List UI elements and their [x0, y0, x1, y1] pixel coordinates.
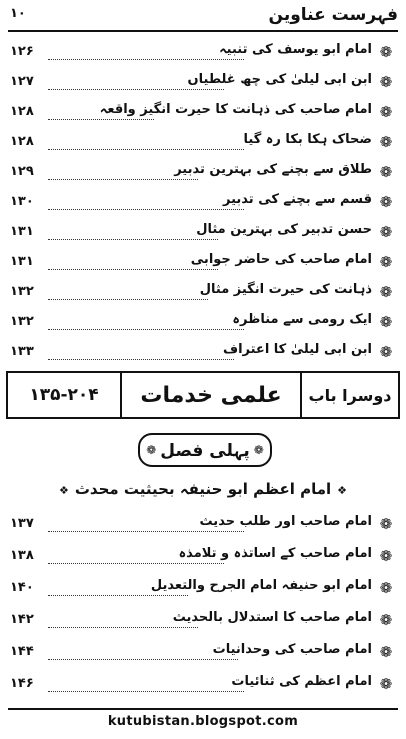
toc-entry: [10, 250, 394, 276]
toc-entry: [10, 100, 394, 126]
toc-entry: [10, 70, 394, 96]
page-number: ۱۰: [10, 6, 26, 21]
entry-title: امام ابو یوسف کی تنبیہ: [219, 42, 372, 57]
entry-title: حسن تدبیر کی بہترین مثال: [196, 222, 372, 237]
section-label: پہلی فصل: [160, 440, 250, 461]
section-cartouche: [138, 433, 272, 467]
toc-entry: [10, 576, 394, 602]
toc-entry: [10, 130, 394, 156]
dot-leader: [48, 299, 208, 300]
entry-page: ۱۳۷: [10, 516, 34, 531]
subheading-text: امام اعظم ابو حنیفہ بحیثیت محدث: [74, 480, 332, 498]
flower-bullet-icon: ❁: [379, 223, 393, 241]
flower-bullet-icon: ❁: [379, 103, 393, 121]
flower-bullet-icon: ❁: [379, 253, 393, 271]
dot-leader: [48, 691, 244, 692]
toc-entry: [10, 672, 394, 698]
toc-entry: [10, 608, 394, 634]
toc-entry: [10, 40, 394, 66]
entry-page: ۱۳۲: [10, 284, 34, 299]
entry-title: امام صاحب کی وحدانیات: [212, 642, 372, 657]
header-rule: [8, 30, 398, 32]
footer-rule: [8, 708, 398, 710]
flower-bullet-icon: ❁: [379, 643, 393, 661]
diamond-bullet-icon: ❖: [58, 484, 69, 497]
entry-page: ۱۴۲: [10, 612, 34, 627]
entry-page: ۱۳۸: [10, 548, 34, 563]
flower-bullet-icon: ❁: [379, 547, 393, 565]
dot-leader: [48, 179, 198, 180]
flower-bullet-icon: ❁: [379, 675, 393, 693]
dot-leader: [48, 531, 244, 532]
diamond-bullet-icon: ❖: [337, 484, 348, 497]
entry-page: ۱۴۶: [10, 676, 34, 691]
flower-bullet-icon: ❁: [379, 43, 393, 61]
entry-title: امام صاحب کی حاضر جوابی: [190, 252, 372, 267]
entry-title: ابن ابی لیلیٰ کی چھ غلطیاں: [187, 72, 372, 87]
entry-page: ۱۴۰: [10, 580, 34, 595]
entry-page: ۱۲۷: [10, 74, 34, 89]
toc-entry: [10, 220, 394, 246]
entry-title: ذہانت کی حیرت انگیز مثال: [199, 282, 372, 297]
entry-title: امام صاحب کے اساتذہ و تلامذہ: [178, 546, 372, 561]
entry-title: امام اعظم کی ثنائیات: [231, 674, 372, 689]
toc-entry: [10, 160, 394, 186]
entry-page: ۱۲۹: [10, 164, 34, 179]
dot-leader: [48, 89, 224, 90]
entry-title: ایک رومی سے مناظرہ: [232, 312, 372, 327]
flower-bullet-icon: ❁: [379, 283, 393, 301]
toc-entry: [10, 544, 394, 570]
toc-entry: [10, 340, 394, 366]
entry-page: ۱۳۲: [10, 314, 34, 329]
subheading: [10, 480, 396, 498]
footer-site: kutubistan.blogspot.com: [107, 714, 299, 729]
flower-bullet-icon: ❁: [379, 73, 393, 91]
entry-title: امام صاحب کا استدلال بالحدیث: [172, 610, 372, 625]
dot-leader: [48, 329, 244, 330]
dot-leader: [48, 239, 218, 240]
header-title: فہرست عناوین: [268, 5, 398, 25]
entry-page: ۱۲۸: [10, 104, 34, 119]
dot-leader: [48, 209, 244, 210]
flower-bullet-icon: ❁: [379, 515, 393, 533]
flower-bullet-icon: ❁: [379, 313, 393, 331]
dot-leader: [48, 563, 224, 564]
dot-leader: [48, 119, 154, 120]
entry-title: طلاق سے بچنے کی بہترین تدبیر: [174, 162, 372, 177]
chapter-title: علمی خدمات: [140, 382, 282, 408]
chapter-page-range: ۱۳۵-۲۰۴: [8, 373, 122, 417]
entry-page: ۱۳۰: [10, 194, 34, 209]
toc-entry: [10, 280, 394, 306]
entry-title: امام صاحب کی ذہانت کا حیرت انگیز واقعہ: [99, 102, 372, 117]
entry-title: ضحاک ہکا بکا رہ گیا: [243, 132, 372, 147]
entry-page: ۱۲۶: [10, 44, 34, 59]
flower-bullet-icon: ❁: [379, 133, 393, 151]
entry-title: قسم سے بچنے کی تدبیر: [223, 192, 372, 207]
chapter-label: دوسرا باب: [300, 373, 398, 417]
entry-title: ابن ابی لیلیٰ کا اعتراف: [222, 342, 372, 357]
flower-bullet-icon: ❁: [379, 163, 393, 181]
chapter-box: [6, 371, 400, 419]
toc-entry: [10, 640, 394, 666]
page-header: [8, 4, 398, 28]
dot-leader: [48, 659, 238, 660]
dot-leader: [48, 359, 234, 360]
entry-title: امام ابو حنیفہ امام الجرح والتعدیل: [150, 578, 372, 593]
dot-leader: [48, 595, 188, 596]
flower-bullet-icon: ❁: [379, 579, 393, 597]
dot-leader: [48, 59, 244, 60]
flower-ornament-icon: ❁: [146, 443, 157, 457]
flower-ornament-icon: ❁: [253, 443, 264, 457]
flower-bullet-icon: ❁: [379, 343, 393, 361]
entry-page: ۱۲۸: [10, 134, 34, 149]
toc-entry: [10, 310, 394, 336]
entry-page: ۱۳۱: [10, 224, 34, 239]
toc-entry: [10, 512, 394, 538]
dot-leader: [48, 269, 218, 270]
flower-bullet-icon: ❁: [379, 611, 393, 629]
entry-page: ۱۴۴: [10, 644, 34, 659]
dot-leader: [48, 149, 244, 150]
entry-page: ۱۳۳: [10, 344, 34, 359]
entry-page: ۱۳۱: [10, 254, 34, 269]
entry-title: امام صاحب اور طلب حدیث: [199, 514, 372, 529]
toc-entry: [10, 190, 394, 216]
flower-bullet-icon: ❁: [379, 193, 393, 211]
dot-leader: [48, 627, 198, 628]
